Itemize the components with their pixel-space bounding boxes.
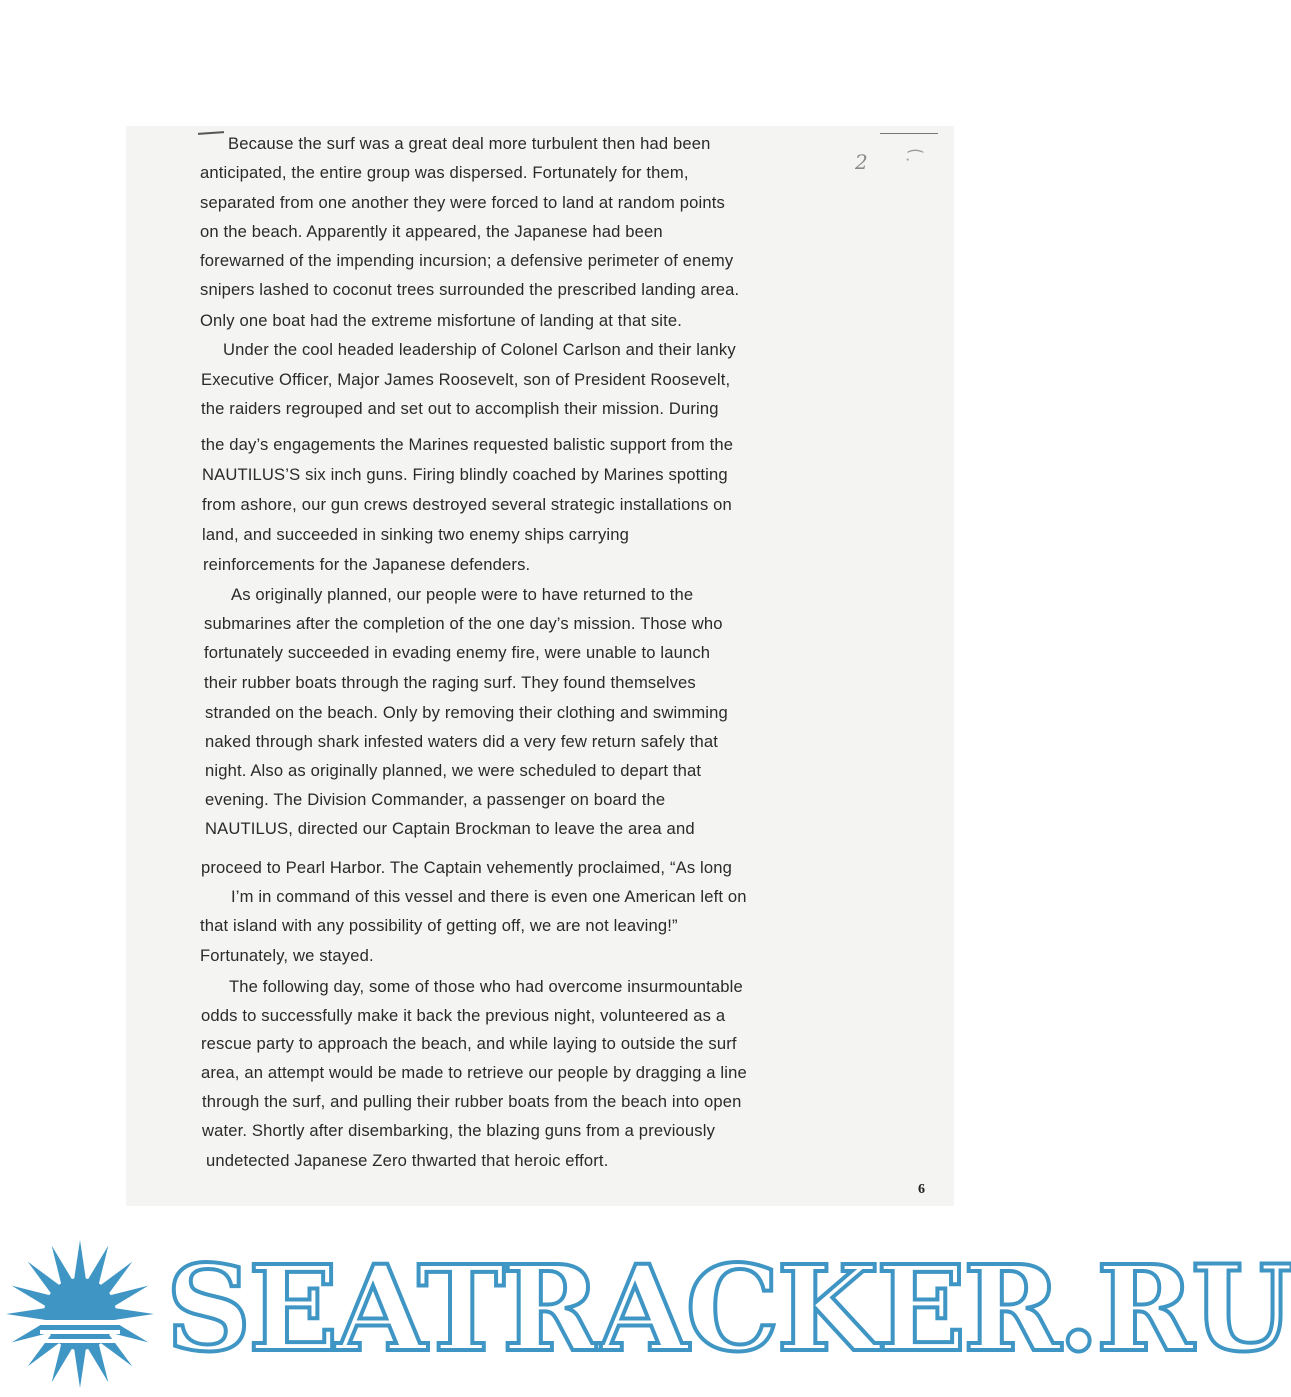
text-line: Executive Officer, Major James Roosevelt, son of President Roosevelt,: [201, 370, 731, 389]
text-line: stranded on the beach. Only by removing their clothing and swimming: [205, 703, 728, 722]
text-line: their rubber boats through the raging surf. They found themselves: [204, 673, 696, 692]
text-line: forewarned of the impending incursion; a defensive perimeter of enemy: [200, 251, 734, 270]
text-line: that island with any possibility of getting off, we are not leaving!”: [200, 916, 678, 935]
text-line: submarines after the completion of the one day’s mission. Those who: [204, 614, 723, 633]
text-line: NAUTILUS, directed our Captain Brockman to leave the area and: [205, 819, 695, 838]
handwritten-tick: ᐧ ͡: [905, 150, 916, 171]
text-line: water. Shortly after disembarking, the blazing guns from a previously: [202, 1121, 716, 1140]
text-line: separated from one another they were forced to land at random points: [200, 193, 725, 212]
text-line: fortunately succeeded in evading enemy fire, were unable to launch: [204, 643, 711, 662]
text-line: snipers lashed to coconut trees surrounded the prescribed landing area.: [200, 280, 740, 299]
text-line: NAUTILUS’S six inch guns. Firing blindly coached by Marines spotting: [202, 465, 728, 484]
text-line: the raiders regrouped and set out to accomplish their mission. During: [201, 399, 719, 418]
text-line: Only one boat had the extreme misfortune of landing at that site.: [200, 311, 683, 330]
scan-mark: [880, 133, 938, 134]
sun-icon: [0, 1232, 160, 1397]
page-number: 6: [918, 1182, 925, 1197]
text-line: land, and succeeded in sinking two enemy ships carrying: [202, 525, 630, 544]
text-line: reinforcements for the Japanese defenders.: [203, 555, 531, 574]
text-line: undetected Japanese Zero thwarted that heroic effort.: [206, 1151, 609, 1170]
text-line: anticipated, the entire group was dispersed. Fortunately for them,: [200, 163, 689, 182]
text-line: through the surf, and pulling their rubber boats from the beach into open: [202, 1092, 742, 1111]
text-line: I’m in command of this vessel and there is even one American left on: [231, 887, 747, 906]
text-line: Under the cool headed leadership of Colonel Carlson and their lanky: [223, 340, 736, 359]
watermark: [0, 1232, 1291, 1397]
text-line: rescue party to approach the beach, and while laying to outside the surf: [201, 1034, 737, 1053]
text-line: night. Also as originally planned, we were scheduled to depart that: [205, 761, 702, 780]
watermark-text: SEATRACKER.RU: [166, 1239, 1291, 1378]
text-line: naked through shark infested waters did a very few return safely that: [205, 732, 719, 751]
text-line: the day’s engagements the Marines requested balistic support from the: [201, 435, 734, 454]
text-line: odds to successfully make it back the previous night, volunteered as a: [201, 1006, 726, 1025]
text-line: on the beach. Apparently it appeared, the Japanese had been: [200, 222, 663, 241]
text-line: evening. The Division Commander, a passenger on board the: [205, 790, 666, 809]
text-line: from ashore, our gun crews destroyed several strategic installations on: [202, 495, 732, 514]
text-line: Fortunately, we stayed.: [200, 946, 374, 965]
text-line: proceed to Pearl Harbor. The Captain vehemently proclaimed, “As long: [201, 858, 733, 877]
text-line: area, an attempt would be made to retrieve our people by dragging a line: [201, 1063, 747, 1082]
text-line: The following day, some of those who had overcome insurmountable: [229, 977, 743, 996]
text-line: As originally planned, our people were to have returned to the: [231, 585, 694, 604]
text-line: Because the surf was a great deal more turbulent then had been: [228, 134, 711, 153]
handwritten-page-mark: 2: [855, 150, 868, 174]
